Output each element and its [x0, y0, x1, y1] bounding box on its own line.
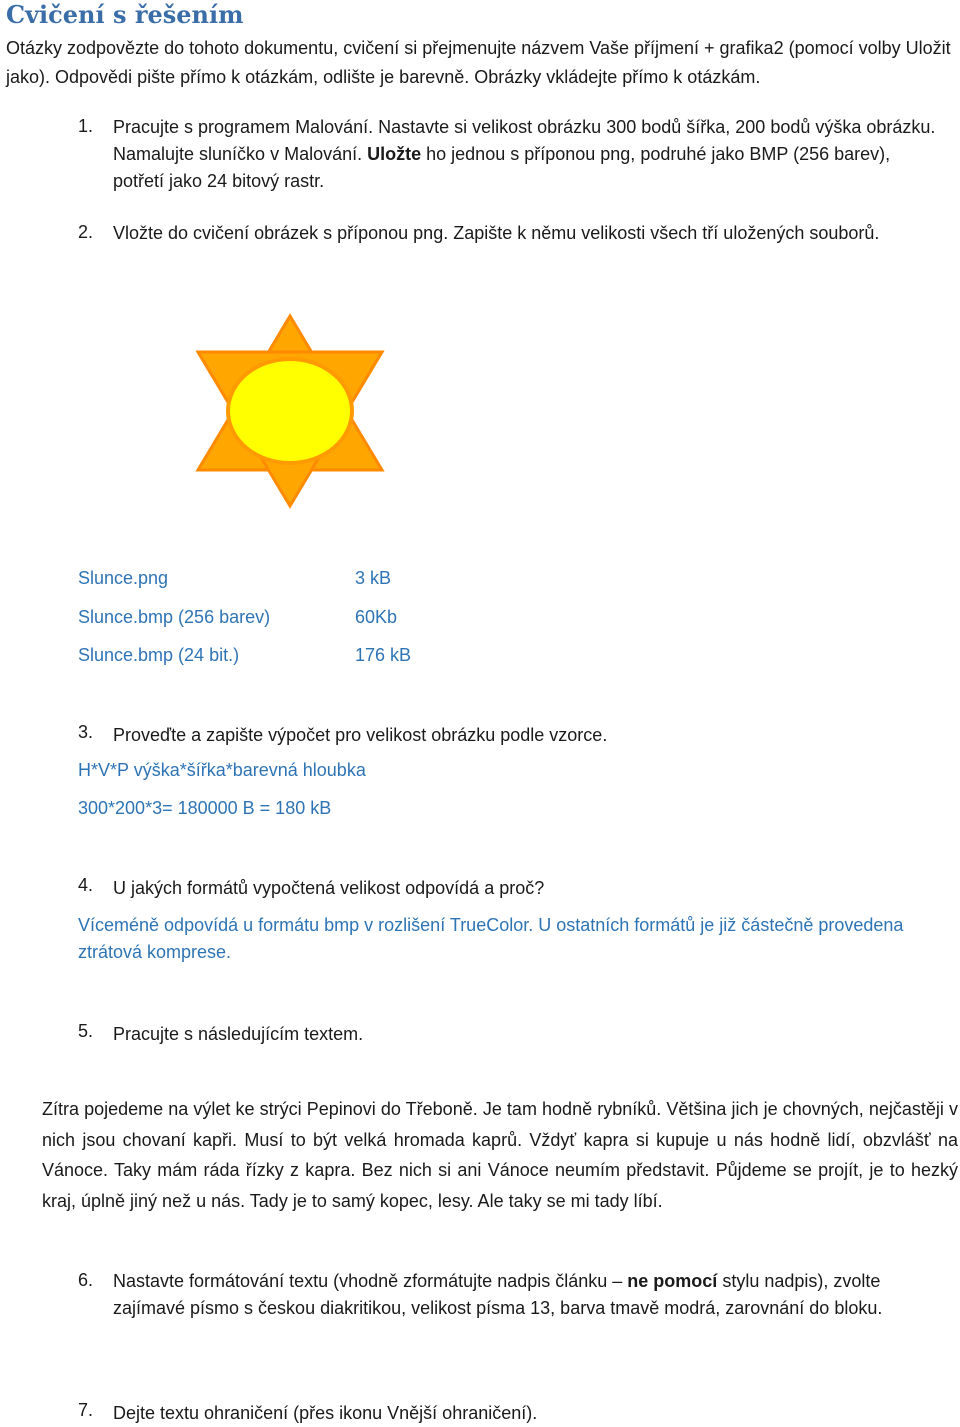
q5-text: Pracujte s následujícím textem. [113, 1024, 364, 1044]
q2-text: Vložte do cvičení obrázek s příponou png. Zapište k němu velikosti všech tří uložených souborů. [113, 223, 880, 243]
q3-text: Proveďte a zapište výpočet pro velikost obrázku podle vzorce. [113, 725, 608, 745]
q1-text [113, 114, 943, 195]
q1-text-b: ho jednou s příponou png, podruhé jako BMP (256 barev), potřetí jako 24 bitový rastr. [113, 144, 891, 191]
q4-answer: Víceméně odpovídá u formátu bmp v rozlišení TrueColor. U ostatních formátů je již částečně provedena ztrátová komprese. [78, 915, 904, 962]
q5-number: 5. [78, 1021, 94, 1041]
q6-text [113, 1268, 913, 1322]
q6-text-a: Nastavte formátování textu (vhodně zformátujte nadpis článku – [113, 1271, 623, 1291]
q1-bold-word: Uložte [367, 144, 422, 164]
file-size-3: 176 kB [355, 645, 412, 665]
q6-text-b: stylu nadpis), zvolte zajímavé písmo s českou diakritikou, velikost písma 13, barva tmavě modrá, zarovnání do bloku. [113, 1271, 883, 1318]
sun-disk [228, 359, 352, 463]
q3-number: 3. [78, 722, 94, 742]
q7-number: 7. [78, 1400, 94, 1420]
q3-answer-calculation: 300*200*3= 180000 B = 180 kB [78, 798, 332, 818]
sun-image [192, 312, 388, 510]
file-size-2: 60Kb [355, 607, 398, 627]
file-size-1: 3 kB [355, 568, 392, 588]
q2-number: 2. [78, 222, 94, 242]
q7-text: Dejte textu ohraničení (přes ikonu Vnější ohraničení). [113, 1403, 538, 1423]
q4-number: 4. [78, 875, 94, 895]
q6-bold-words: ne pomocí [627, 1271, 718, 1291]
file-name-1: Slunce.png [78, 568, 169, 588]
document-title: Cvičení s řešením [6, 0, 244, 29]
intro-paragraph: Otázky zodpovězte do tohoto dokumentu, cvičení si přejmenujte názvem Vaše příjmení + grafika2 (pomocí volby Uložit jako). Odpovědi pište přímo k otázkám, odlište je barevně. Obrázky vkládejte přímo k otázkám. [6, 38, 951, 87]
q1-text-a: Pracujte s programem Malování. Nastavte si velikost obrázku 300 bodů šířka, 200 bodů výška obrázku. Namalujte sluníčko v Malování. [113, 117, 936, 164]
file-name-2: Slunce.bmp (256 barev) [78, 607, 271, 627]
q1-number: 1. [78, 116, 94, 136]
file-name-3: Slunce.bmp (24 bit.) [78, 645, 240, 665]
q3-answer-formula: H*V*P výška*šířka*barevná hloubka [78, 760, 366, 780]
q6-number: 6. [78, 1270, 94, 1290]
q4-text: U jakých formátů vypočtená velikost odpovídá a proč? [113, 878, 545, 898]
passage-paragraph: Zítra pojedeme na výlet ke strýci Pepinovi do Třeboně. Je tam hodně rybníků. Většina jich je chovných, nejčastěji v nich jsou chovaní kapři. Musí to být velká hromada kaprů. Vždyť kapra si kupuje u nás hodně lidí, obzvlášť na Vánoce. Taky mám ráda řízky z kapra. Bez nich si ani Vánoce neumím představit. Půjdeme se projít, je to hezký kraj, úplně jiný než u nás. Tady je to samý kopec, lesy. Ale taky se mi tady líbí. [42, 1099, 958, 1211]
